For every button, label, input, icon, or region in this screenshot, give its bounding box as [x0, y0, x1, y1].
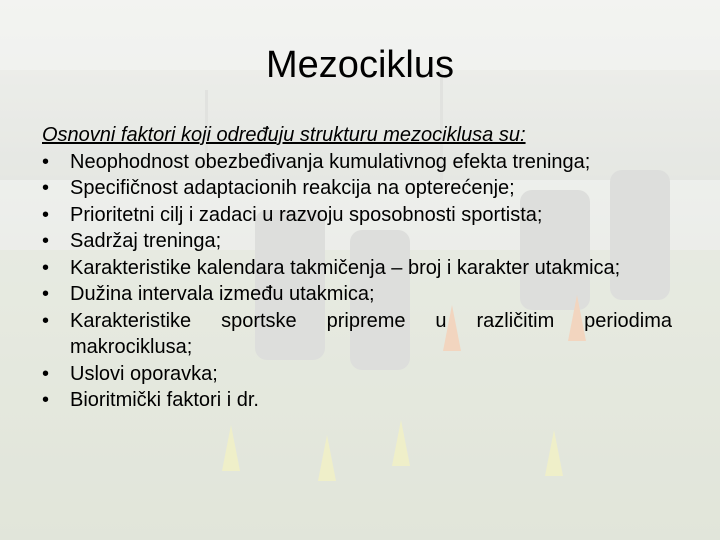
list-item [42, 308, 672, 361]
list-item [42, 202, 672, 229]
list-item-text: Karakteristike kalendara takmičenja – broj i karakter utakmica; [70, 256, 621, 279]
slide-content [42, 122, 672, 414]
bullet-icon: • [42, 362, 50, 385]
list-item-text: Neophodnost obezbeđivanja kumulativnog efekta treninga; [70, 150, 591, 173]
bullet-icon: • [42, 230, 50, 252]
list-item-text: Dužina intervala između utakmica; [70, 283, 375, 305]
list-item [42, 361, 672, 388]
list-item-text: Karakteristike sportske pripreme u različitim periodima makrociklusa; [70, 309, 672, 358]
list-item-text: Sadržaj treninga; [70, 230, 222, 252]
list-item [42, 387, 672, 414]
list-item-text: Uslovi oporavka; [70, 362, 218, 385]
bullet-icon: • [42, 150, 50, 173]
bullet-list [42, 149, 672, 414]
list-item [42, 175, 672, 202]
bullet-icon: • [42, 203, 50, 226]
list-item-text: Specifičnost adaptacionih reakcija na opterećenje; [70, 177, 515, 199]
list-item [42, 255, 672, 282]
list-item-text: Bioritmički faktori i dr. [70, 389, 259, 411]
bullet-icon: • [42, 177, 50, 199]
bullet-icon: • [42, 389, 50, 411]
intro-line: Osnovni faktori koji određuju strukturu mezociklusa su: [42, 124, 526, 146]
bullet-icon: • [42, 309, 50, 332]
bullet-icon: • [42, 256, 50, 279]
list-item-text: Prioritetni cilj i zadaci u razvoju sposobnosti sportista; [70, 203, 543, 226]
bullet-icon: • [42, 283, 50, 305]
list-item [42, 149, 672, 176]
slide-title: Mezociklus [266, 44, 454, 86]
list-item [42, 228, 672, 255]
list-item [42, 281, 672, 308]
